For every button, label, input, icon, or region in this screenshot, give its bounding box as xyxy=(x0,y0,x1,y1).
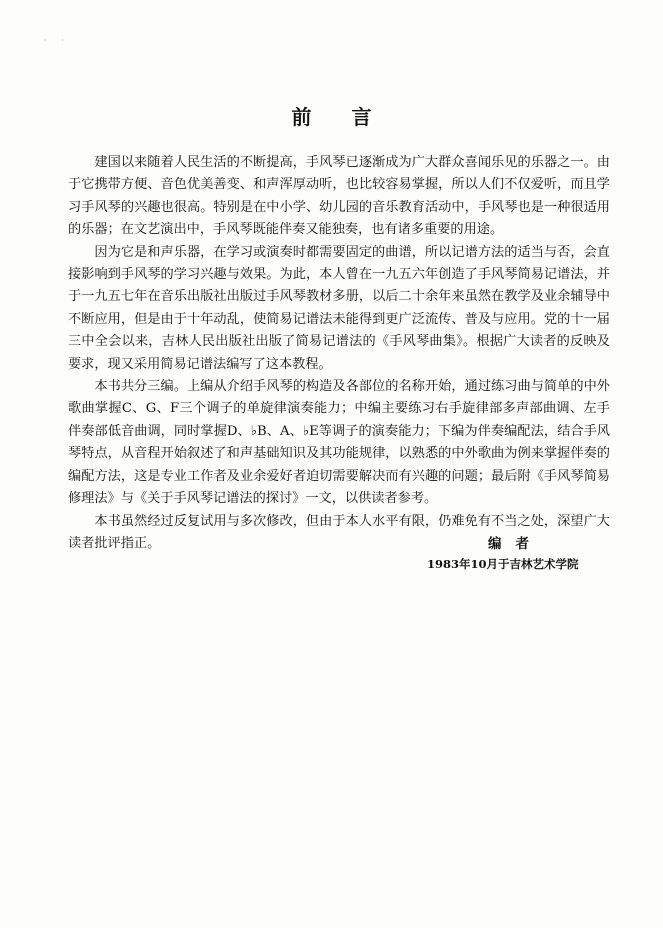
page-title: 前言 xyxy=(291,105,412,129)
paragraph-4: 本书虽然经过反复试用与多次修改，但由于本人水平有限，仍难免有不当之处，深望广大读者批评指正。 xyxy=(68,513,610,551)
author-signature: 编者 xyxy=(488,536,543,552)
preface-body xyxy=(68,152,610,555)
date-place-line: 1983年10月于吉林艺术学院 xyxy=(427,557,579,571)
paragraph-1: 建国以来随着人民生活的不断提高，手风琴已逐渐成为广大群众喜闻乐见的乐器之一。由于它携带方便、音色优美善变、和声浑厚动听，也比较容易掌握，所以人们不仅爱听，而且学习手风琴的兴趣也很高。特别是在中小学、幼儿园的音乐教育活动中，手风琴也是一种很适用的乐器；在文艺演出中，手风琴既能伴奏又能独奏，也有诸多重要的用途。 xyxy=(68,155,610,238)
paragraph-2: 因为它是和声乐器，在学习或演奏时都需要固定的曲谱，所以记谱方法的适当与否，会直接影响到手风琴的学习兴趣与效果。为此，本人曾在一九五六年创造了手风琴简易记谱法，并于一九五七年在音乐出版社出版过手风琴教材多册，以后二十余年来虽然在教学及业余辅导中不断应用，但是由于十年动乱，使简易记谱法未能得到更广泛流传、普及与应用。党的十一届三中全会以来，吉林人民出版社出版了简易记谱法的《手风琴曲集》。根据广大读者的反映及要求，现又采用简易记谱法编写了这本教程。 xyxy=(68,244,610,372)
paragraph-3: 本书共分三编。上编从介绍手风琴的构造及各部位的名称开始，通过练习曲与简单的中外歌曲掌握C、G、F三个调子的单旋律演奏能力；中编主要练习右手旋律部多声部曲调、左手伴奏部低音曲调，同时掌握D、♭B、A、♭E等调子的演奏能力；下编为伴奏编配法，结合手风琴特点，从音程开始叙述了和声基础知识及其功能规律，以熟悉的中外歌曲为例来掌握伴奏的编配方法，这是专业工作者及业余爱好者迫切需要解决而有兴趣的问题；最后附《手风琴简易修理法》与《关于手风琴记谱法的探讨》一文，以供读者参考。 xyxy=(68,379,610,507)
scan-marks: · · xyxy=(44,36,70,45)
